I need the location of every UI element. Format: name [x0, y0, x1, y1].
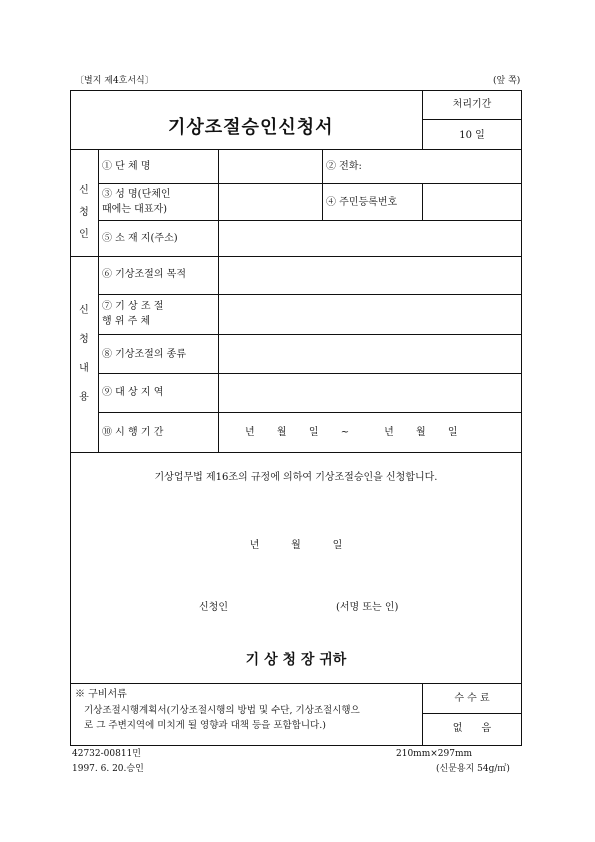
processing-period-value: 10 일: [459, 130, 485, 141]
fee-label: 수 수 료: [454, 693, 490, 704]
required-documents-line2: 로 그 주변지역에 미치게 될 영향과 대책 등을 포함합니다.): [84, 720, 326, 731]
actor-label-line1: ⑦ 기 상 조 절: [102, 301, 164, 312]
region-field[interactable]: [219, 374, 521, 411]
form-code: 42732-00811민: [72, 749, 141, 759]
paper-type: (신문용지 54g/㎡): [436, 764, 510, 774]
region-label: ⑨ 대 상 지 역: [102, 387, 164, 398]
fee-value: 없 음: [452, 723, 492, 734]
signature-label[interactable]: (서명 또는 인): [336, 602, 399, 613]
applicant-sign-label: 신청인: [199, 602, 228, 613]
form-title: 기상조절승인신청서: [168, 117, 334, 138]
type-label: ⑧ 기상조절의 종류: [102, 349, 186, 360]
addressee: 기 상 청 장 귀하: [245, 652, 347, 668]
processing-period-label: 처리기간: [452, 99, 492, 110]
actor-label-line2: 행 위 주 체: [102, 316, 151, 327]
type-field[interactable]: [219, 335, 521, 372]
name-label-line1: ③ 성 명(단체인: [102, 189, 171, 200]
required-documents-line1: 기상조절시행계획서(기상조절시행의 방법 및 수단, 기상조절시행으: [84, 705, 360, 716]
purpose-label: ⑥ 기상조절의 목적: [102, 269, 186, 280]
divider: [70, 452, 522, 453]
divider: [70, 683, 522, 684]
period-value[interactable]: 년 월 일 ~ 년 월 일: [245, 427, 458, 438]
form-number: 〔별지 제4호서식〕: [75, 76, 154, 86]
divider: [98, 412, 522, 413]
divider: [422, 713, 522, 714]
applicant-section-label: 신 청 인: [79, 185, 89, 240]
org-name-label: ① 단 체 명: [102, 161, 151, 172]
page-side-label: (앞 쪽): [493, 76, 521, 86]
approval-date: 1997. 6. 20.승인: [72, 764, 144, 774]
content-section-label: 신 청 내 용: [79, 305, 89, 403]
divider: [98, 149, 99, 452]
period-label: ⑩ 시 행 기 간: [102, 427, 164, 438]
name-field[interactable]: [219, 184, 321, 219]
required-documents-header: ※ 구비서류: [75, 689, 127, 700]
paper-size: 210mm×297mm: [396, 749, 473, 759]
org-name-field[interactable]: [219, 150, 321, 182]
phone-label: ② 전화:: [326, 161, 362, 172]
name-label-line2: 때에는 대표자): [102, 204, 168, 215]
resident-number-label: ④ 주민등록번호: [326, 197, 398, 208]
address-field[interactable]: [219, 221, 521, 255]
divider: [322, 149, 323, 220]
resident-number-field[interactable]: [423, 184, 521, 219]
statement-date[interactable]: 년 월 일: [249, 540, 343, 551]
address-label: ⑤ 소 재 지(주소): [102, 233, 178, 244]
divider: [422, 119, 522, 120]
statement-text: 기상업무법 제16조의 규정에 의하여 기상조절승인을 신청합니다.: [154, 472, 438, 483]
purpose-field[interactable]: [219, 257, 521, 293]
actor-field[interactable]: [219, 295, 521, 333]
